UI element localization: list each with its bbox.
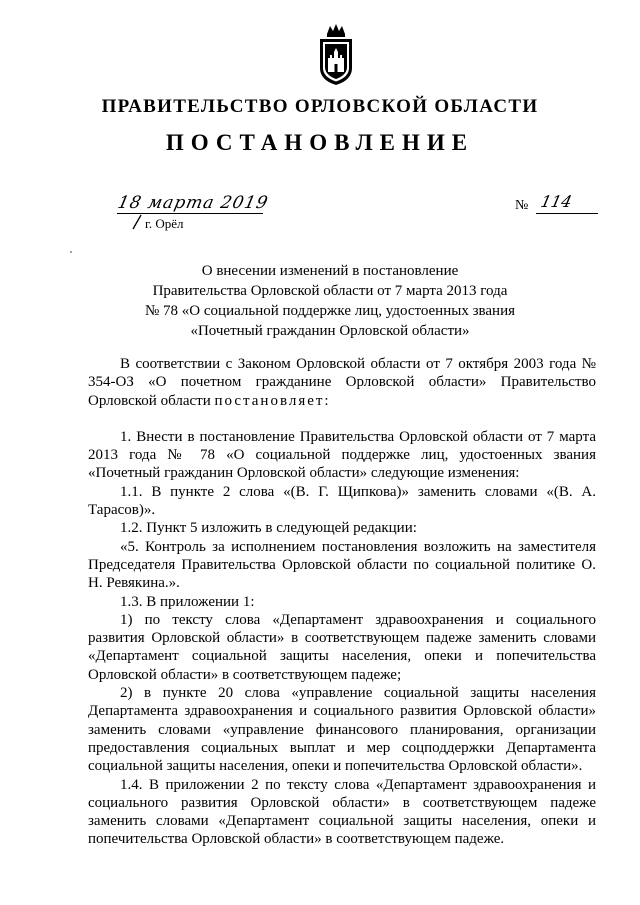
paragraph-1-2-text: «5. Контроль за исполнением постановления возложить на заместителя Председателя Правительства Орловской области по социальной политике О. Н. Ревякина.». [88,538,596,592]
paragraph-1-3: 1.3. В приложении 1: [120,593,255,610]
slash-mark-icon [131,214,143,230]
number-underline [536,213,598,214]
handwritten-number: 114 [538,192,574,211]
scan-speck [70,251,72,253]
paragraph-1-2: 1.2. Пункт 5 изложить в следующей редакции: [120,520,417,537]
paragraph-1-3-2: 2) в пункте 20 слова «управление социальной защиты населения Департамента здравоохранения и социального развития Орловской области» заменить словами «управление финансового планирования, организации предоставления социальных выплат и мер соцподдержки Департамента социальной защиты населения, опеки и попечительства Орловской области». [88,685,596,775]
decree-word: постановляет: [214,392,331,409]
document-type: ПОСТАНОВЛЕНИЕ [165,130,475,155]
paragraph-1-3-1: 1) по тексту слова «Департамент здравоохранения и социального развития Орловской области» в соответствующем падеже заменить словами «Департамент социальной защиты населения, опеки и попечительства Орловской области» в соответствующем падеже; [88,611,596,683]
document-body [88,355,596,849]
intro-text: В соответствии с Законом Орловской области от 7 октября 2003 года № 354-ОЗ «О почетном гражданине Орловской области» Правительство Орловской области [88,356,596,409]
document-subject [100,261,560,341]
city-label: г. Орёл [145,216,184,231]
subject-line: О внесении изменений в постановление [201,263,459,279]
paragraph-1-4: 1.4. В приложении 2 по тексту слова «Департамент здравоохранения и социального развития Орловской области» в соответствующем падеже заменить словами «Департамент социальной защиты населения, опеки и попечительства Орловской области» в соответствующем падеже. [88,776,596,848]
government-title: ПРАВИТЕЛЬСТВО ОРЛОВСКОЙ ОБЛАСТИ [101,96,539,117]
number-label: № [515,198,529,213]
handwritten-date: 18 марта 2019 [115,193,271,213]
coat-of-arms-icon [316,22,356,86]
intro-paragraph [88,355,596,410]
paragraph-1-1: 1.1. В пункте 2 слова «(В. Г. Щипкова)» заменить словами «(В. А. Тарасов)». [88,483,596,519]
subject-line: № 78 «О социальной поддержке лиц, удостоенных звания [145,303,515,319]
subject-line: «Почетный гражданин Орловской области» [190,323,470,339]
paragraph-1: 1. Внести в постановление Правительства Орловской области от 7 марта 2013 года № 78 «О социальной поддержке лиц, удостоенных звания «Почетный гражданин Орловской области» следующие изменения: [88,428,596,482]
subject-line: Правительства Орловской области от 7 марта 2013 года [152,283,508,299]
